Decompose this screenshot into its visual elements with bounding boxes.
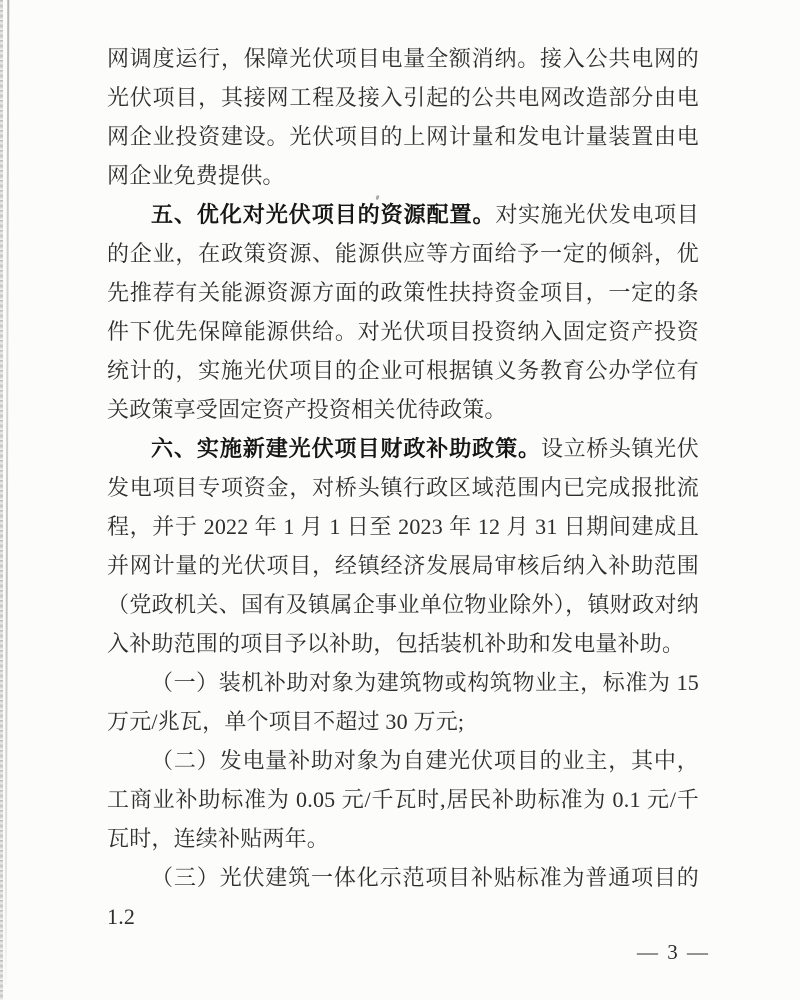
- paragraph-item-3-bipv-subsidy: [107, 858, 699, 936]
- paragraph-section-5-resource-allocation: [107, 195, 699, 429]
- paragraph-grid-policy-continuation: [107, 39, 699, 195]
- section-6-heading: 六、实施新建光伏项目财政补助政策。: [151, 436, 541, 461]
- paragraph-text: （一）装机补助对象为建筑物或构筑物业主，标准为 15 万元/兆瓦，单个项目不超过 30 万元;: [107, 670, 699, 734]
- paragraph-text: （三）光伏建筑一体化示范项目补贴标准为普通项目的 1.2: [107, 865, 699, 929]
- scan-line-artifact: [5, 0, 9, 985]
- paragraph-section-6-subsidy-policy: [107, 429, 699, 663]
- document-body: [107, 39, 699, 936]
- page-number: — 3 —: [637, 940, 710, 964]
- paragraph-item-1-installation-subsidy: [107, 663, 699, 741]
- paragraph-text: 设立桥头镇光伏发电项目专项资金，对桥头镇行政区域范围内已完成报批流程，并于 2022 年 1 月 1 日至 2023 年 12 月 31 日期间建成且并网计量的光伏项目，经镇经济发展局审核后纳入补助范围（党政机关、国有及镇属企事业单位物业除外），镇财政对纳入补助范围的项目予以补助，包括装机补助和发电量补助。: [107, 436, 699, 656]
- paragraph-text: 网调度运行，保障光伏项目电量全额消纳。接入公共电网的光伏项目，其接网工程及接入引起的公共电网改造部分由电网企业投资建设。光伏项目的上网计量和发电计量装置由电网企业免费提供。: [107, 46, 699, 188]
- paragraph-text: 对实施光伏发电项目的企业，在政策资源、能源供应等方面给予一定的倾斜，优先推荐有关能源资源方面的政策性扶持资金项目，一定的条件下优先保障能源供给。对光伏项目投资纳入固定资产投资统计的，实施光伏项目的企业可根据镇义务教育公办学位有关政策享受固定资产投资相关优待政策。: [107, 202, 699, 422]
- paragraph-item-2-generation-subsidy: [107, 741, 699, 858]
- paragraph-text: （二）发电量补助对象为自建光伏项目的业主，其中，工商业补助标准为 0.05 元/千瓦时,居民补助标准为 0.1 元/千瓦时，连续补贴两年。: [107, 748, 699, 851]
- section-5-heading: 五、优化对光伏项目的资源配置。: [151, 202, 496, 227]
- scan-edge-artifact: [0, 0, 3, 1000]
